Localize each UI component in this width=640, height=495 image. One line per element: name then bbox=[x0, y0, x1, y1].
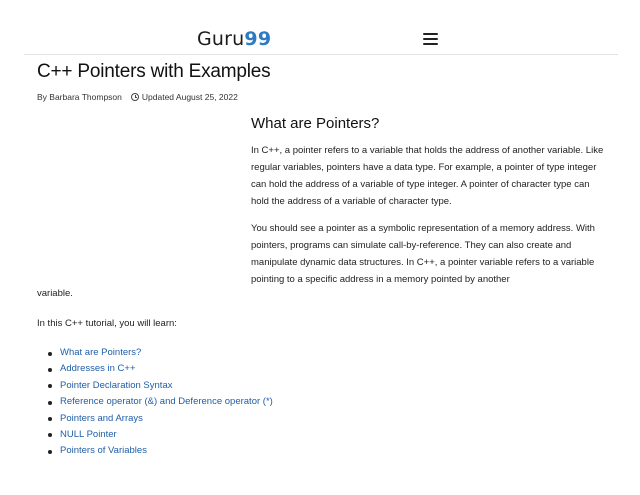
toc-item bbox=[37, 411, 273, 427]
toc-link-null-pointer[interactable]: NULL Pointer bbox=[60, 428, 117, 440]
site-header bbox=[24, 24, 618, 55]
hamburger-menu-icon[interactable] bbox=[423, 33, 438, 45]
guru99-logo[interactable] bbox=[197, 29, 271, 49]
byline bbox=[37, 92, 238, 102]
tutorial-intro: In this C++ tutorial, you will learn: bbox=[37, 318, 177, 329]
author-name: By Barbara Thompson bbox=[37, 92, 122, 102]
toc-link-reference-operator[interactable]: Reference operator (&) and Deference operator (*) bbox=[60, 396, 273, 408]
clock-icon bbox=[131, 93, 139, 101]
toc-item bbox=[37, 443, 273, 459]
paragraph-continuation: variable. bbox=[37, 288, 73, 299]
updated-date: Updated August 25, 2022 bbox=[141, 92, 238, 102]
pointer-description-paragraph: You should see a pointer as a symbolic representation of a memory address. With pointers, programs can simulate call-by-reference. They can also create and manipulate dynamic data structures. In C++, a pointer variable refers to a variable pointing to a specific address in a memory pointed by another bbox=[251, 223, 595, 285]
toc-link-addresses[interactable]: Addresses in C++ bbox=[60, 363, 136, 375]
toc-item bbox=[37, 427, 273, 443]
page-title: C++ Pointers with Examples bbox=[37, 61, 271, 82]
section-title: What are Pointers? bbox=[251, 115, 380, 132]
toc-link-declaration-syntax[interactable]: Pointer Declaration Syntax bbox=[60, 379, 173, 391]
toc-item bbox=[37, 378, 273, 394]
toc-item bbox=[37, 361, 273, 377]
intro-paragraph: In C++, a pointer refers to a variable that holds the address of another variable. Like regular variables, pointers have a data type. For example, a pointer of type integer can hold the address of a variable of type integer. A pointer of character type can hold the address of a variable of character type. bbox=[251, 145, 604, 207]
toc-link-pointers-of-variables[interactable]: Pointers of Variables bbox=[60, 445, 147, 457]
logo-text: Guru bbox=[197, 28, 245, 50]
toc-link-pointers-arrays[interactable]: Pointers and Arrays bbox=[60, 412, 143, 424]
toc-item bbox=[37, 345, 273, 361]
toc-link-what-are-pointers[interactable]: What are Pointers? bbox=[60, 347, 142, 358]
logo-number: 99 bbox=[244, 28, 272, 50]
toc-item bbox=[37, 394, 273, 410]
table-of-contents bbox=[37, 345, 273, 460]
